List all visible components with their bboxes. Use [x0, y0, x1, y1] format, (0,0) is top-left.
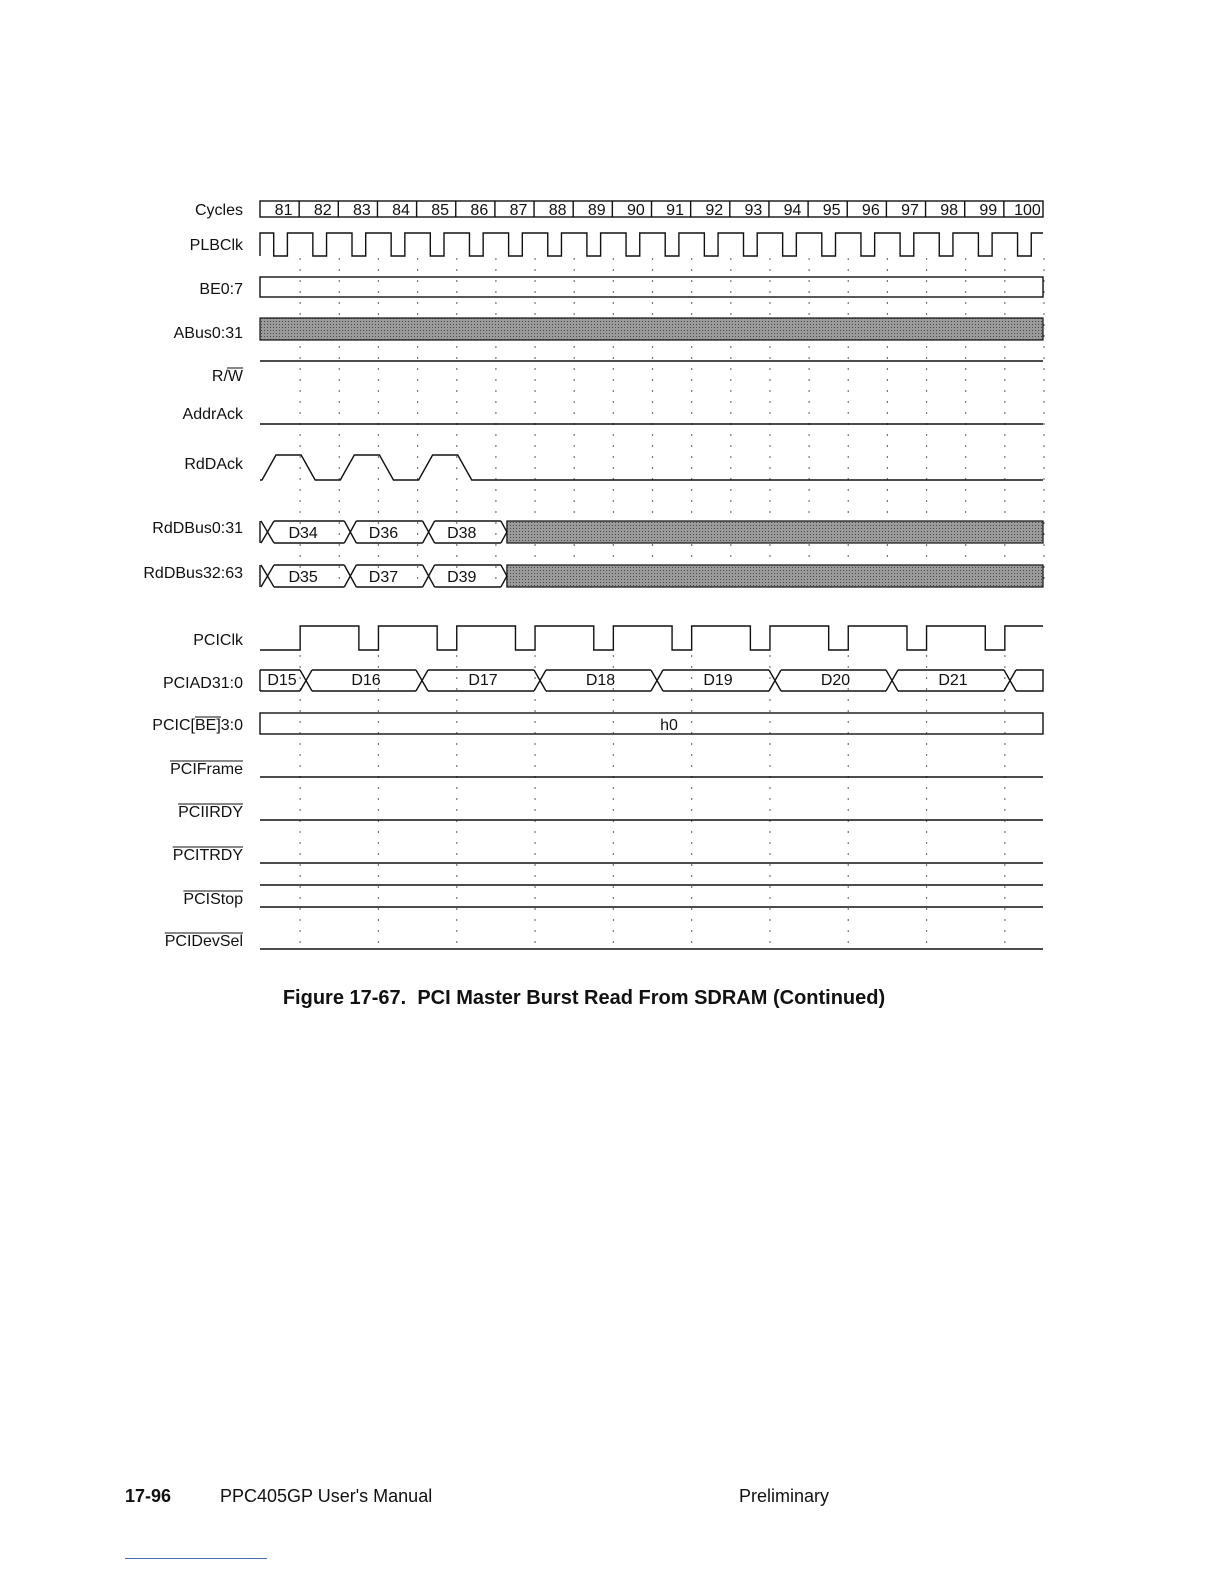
label-rddbus0: RdDBus0:31 [152, 520, 243, 537]
manual-title: PPC405GP User's Manual [220, 1486, 433, 1506]
signal-waveforms [260, 201, 1043, 949]
cycle-number: 83 [352, 202, 371, 219]
cycle-number: 86 [470, 202, 489, 219]
rddbus32-value: D37 [368, 569, 399, 586]
rddbus32-shaded [507, 565, 1043, 587]
cycle-number: 99 [979, 202, 998, 219]
cycle-number: 96 [861, 202, 880, 219]
pciclk-wave [260, 626, 1043, 650]
cycle-number: 81 [274, 202, 293, 219]
page-number: 17-96 [125, 1486, 172, 1506]
figure-caption [0, 987, 1168, 1010]
be-bus [260, 277, 1043, 297]
rddbus0-cross [344, 521, 356, 543]
pciad-value: D19 [703, 672, 733, 689]
cycle-number: 82 [313, 202, 332, 219]
pciad-value: D17 [468, 672, 498, 689]
pciad-value: D15 [267, 672, 297, 689]
cycle-number: 89 [587, 202, 606, 219]
cycle-number: 95 [822, 202, 841, 219]
cycle-number: 94 [783, 202, 802, 219]
pcicbe-bus [260, 713, 1043, 734]
cycle-number: 92 [705, 202, 724, 219]
rddbus0-value: D34 [288, 525, 318, 542]
label-plbclk: PLBClk [189, 237, 243, 254]
rddbus32-value: D35 [288, 569, 318, 586]
rddbus0-cross [261, 521, 274, 543]
label-pcidevsel: PCIDevSel [164, 933, 243, 950]
pciad-cross [651, 670, 663, 691]
label-rddbus32: RdDBus32:63 [143, 565, 243, 582]
rddbus32-cross [423, 565, 435, 587]
rddbus32-cross [344, 565, 356, 587]
label-pciirdy: PCIIRDY [178, 804, 243, 821]
pciad-cross [300, 670, 312, 691]
label-pcicbe: PCIC[BE]3:0 [152, 717, 243, 734]
cycle-number: 85 [431, 202, 450, 219]
rddbus0-shaded [507, 521, 1043, 543]
cycle-number: 90 [627, 202, 645, 219]
cycle-number: 88 [548, 202, 567, 219]
label-pcitrdy: PCITRDY [172, 847, 243, 864]
cycle-number: 97 [901, 202, 919, 219]
pciad-cross [886, 670, 898, 691]
pciad-cross [534, 670, 546, 691]
figure-title: PCI Master Burst Read From SDRAM (Continued) [417, 987, 886, 1009]
label-abus: ABus0:31 [173, 325, 243, 342]
cycle-number: 87 [509, 202, 528, 219]
cycle-number: 93 [744, 202, 763, 219]
pciad-value: D20 [820, 672, 851, 689]
rddbus0-value: D36 [368, 525, 399, 542]
abus-bus [260, 318, 1043, 340]
pciad-cross [416, 670, 428, 691]
rddbus0-cross [423, 521, 435, 543]
cycle-number: 84 [392, 202, 410, 219]
rddbus32-value: D39 [447, 569, 477, 586]
pciad-cross [1004, 670, 1016, 691]
pciad-value: D18 [585, 672, 616, 689]
label-rddack: RdDAck [184, 456, 243, 473]
pcicbe-value: h0 [660, 717, 678, 734]
rddbus32-cross [261, 565, 274, 587]
cycle-number: 91 [666, 202, 684, 219]
rddack-wave [260, 455, 1043, 480]
signal-labels [143, 202, 244, 950]
rddbus0-value: D38 [447, 525, 477, 542]
cycle-number: 100 [1014, 202, 1041, 219]
label-pciclk: PCIClk [193, 632, 243, 649]
label-be: BE0:7 [199, 281, 243, 298]
label-pcistop: PCIStop [183, 891, 243, 908]
label-cycles: Cycles [194, 202, 243, 219]
figure-number: Figure 17-67. [282, 987, 407, 1009]
document-status: Preliminary [739, 1486, 830, 1506]
pciad-end [1016, 670, 1043, 691]
plbclk-wave [260, 233, 1043, 256]
label-addrack: AddrAck [182, 406, 243, 423]
pciad-cross [769, 670, 781, 691]
label-pciad: PCIAD31:0 [162, 675, 243, 692]
pciad-value: D16 [351, 672, 381, 689]
label-rw: R/W [211, 368, 243, 385]
pciad-value: D21 [938, 672, 968, 689]
label-pciframe: PCIFrame [170, 761, 243, 778]
footer-rule [125, 1558, 267, 1559]
cycle-number: 98 [940, 202, 959, 219]
